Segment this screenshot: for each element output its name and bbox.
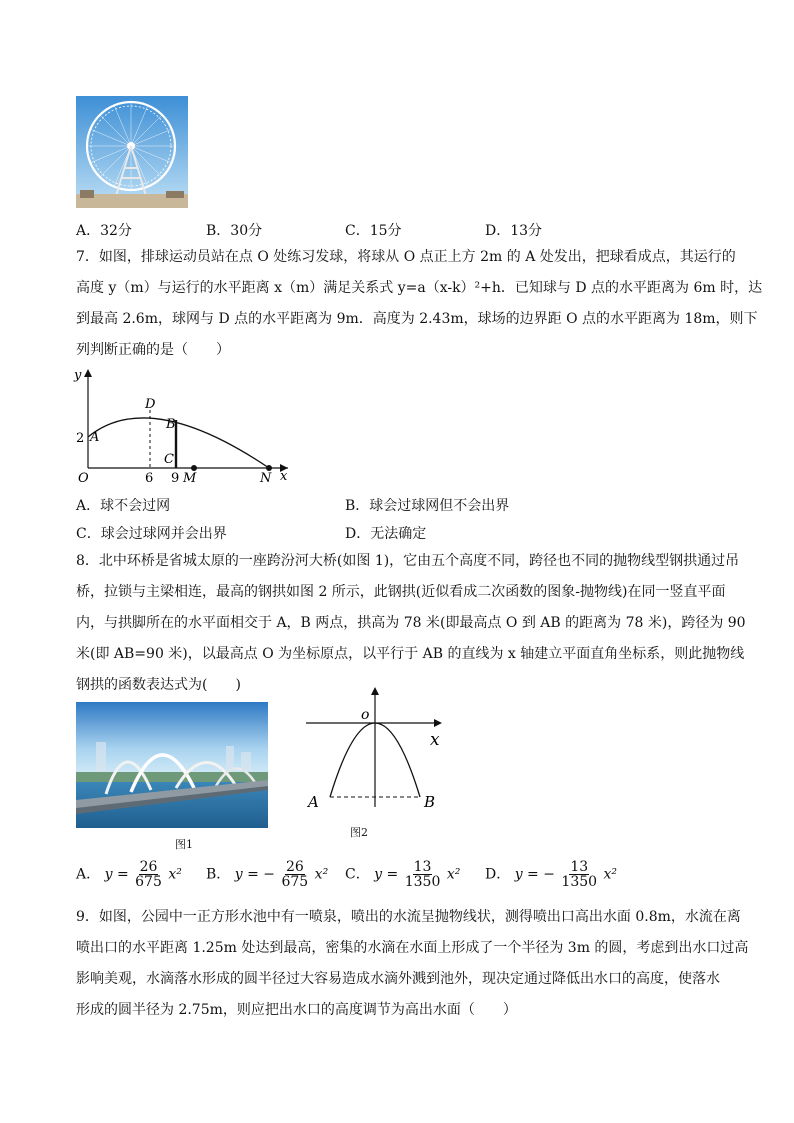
q8-option-b-fraction xyxy=(281,860,308,889)
q8-option-a-prefix: A． xyxy=(76,866,101,883)
q7-fig-a-label: A xyxy=(90,430,100,445)
q7-option-c: C．球会过球网并会出界 xyxy=(76,526,227,542)
q9-line-3: 影响美观，水滴落水形成的圆半径过大容易造成水滴外溅到池外，现决定通过降低出水口的高度，使落水 xyxy=(76,971,720,987)
q8-fig-x-label: x xyxy=(430,730,440,750)
q7-fig-x-label: x xyxy=(280,469,288,484)
q8-option-b-lhs: y = xyxy=(234,866,259,883)
q8-line-4: 米(即 AB=90 米)，以最高点 O 为坐标原点，以平行于 AB 的直线为 x 轴建立平面直角坐标系，则此抛物线 xyxy=(76,646,745,662)
ferris-wheel-image xyxy=(76,96,188,208)
q8-option-b-var: x² xyxy=(314,866,329,883)
q7-fig-b-label: B xyxy=(166,417,176,432)
q8-option-b-sign: − xyxy=(263,866,276,883)
q8-option-a-den: 675 xyxy=(135,874,162,890)
q8-option-c xyxy=(345,860,460,889)
q8-option-d-sign: − xyxy=(543,866,555,883)
q7-fig-tick-2: 2 xyxy=(76,431,85,446)
q7-fig-d-label: D xyxy=(145,397,156,412)
q7-fig-y-label: y xyxy=(74,368,82,383)
q7-fig-n-label: N xyxy=(260,471,272,485)
q8-option-d-lhs: y = xyxy=(514,866,539,883)
q7-option-b: B．球会过球网但不会出界 xyxy=(345,498,510,514)
fig1-caption: 图1 xyxy=(175,838,193,851)
q9-line-4: 形成的圆半径为 2.75m，则应把出水口的高度调节为高出水面（ ） xyxy=(76,1002,517,1018)
q7-fig-m-label: M xyxy=(183,471,197,485)
q6-option-d: D．13分 xyxy=(485,223,543,239)
q8-option-d xyxy=(485,860,617,889)
fig2-caption: 图2 xyxy=(350,826,368,839)
q9-line-1: 9．如图，公园中一正方形水池中有一喷泉，喷出的水流呈抛物线状，测得喷出口高出水面 0.8m，水流在离 xyxy=(76,909,741,925)
q8-option-b xyxy=(206,860,328,889)
q8-option-a-fraction xyxy=(135,860,162,889)
q6-option-c: C．15分 xyxy=(345,223,402,239)
q8-fig-b-label: B xyxy=(424,793,436,811)
q8-option-a-var: x² xyxy=(168,866,182,883)
q8-option-b-num: 26 xyxy=(285,859,304,875)
q8-option-d-num: 13 xyxy=(570,859,589,875)
q7-line-1: 7．如图，排球运动员站在点 O 处练习发球，将球从 O 点正上方 2m 的 A 处发出，把球看成点，其运行的 xyxy=(76,249,736,265)
q7-fig-origin-label: O xyxy=(78,471,89,485)
q8-option-c-fraction xyxy=(405,860,441,889)
q8-option-d-prefix: D． xyxy=(485,866,511,883)
q7-fig-tick-6: 6 xyxy=(145,471,154,485)
q7-line-4: 列判断正确的是（ ） xyxy=(76,342,230,358)
q7-volleyball-figure xyxy=(70,365,295,485)
q7-option-a: A．球不会过网 xyxy=(76,498,171,514)
q8-line-1: 8．北中环桥是省城太原的一座跨汾河大桥(如图 1)，它由五个高度不同，跨径也不同的抛物线型钢拱通过吊 xyxy=(76,553,740,569)
q8-option-d-var: x² xyxy=(603,866,618,883)
q7-line-3: 到最高 2.6m，球网与 D 点的水平距离为 9m．高度为 2.43m，球场的边界距 O 点的水平距离为 18m，则下 xyxy=(76,311,758,327)
q9-line-2: 喷出口的水平距离 1.25m 处达到最高，密集的水滴在水面上形成了一个半径为 3m 的圆，考虑到出水口过高 xyxy=(76,940,749,956)
q8-option-c-lhs: y = xyxy=(374,866,399,883)
q8-option-a-lhs: y = xyxy=(104,866,129,883)
q8-option-d-fraction xyxy=(561,860,597,889)
q7-fig-tick-9: 9 xyxy=(171,471,180,485)
q8-option-d-den: 1350 xyxy=(561,874,598,890)
q8-option-b-den: 675 xyxy=(281,874,309,890)
q8-parabola-figure xyxy=(300,683,450,813)
q6-option-a: A．32分 xyxy=(76,223,132,239)
q9-stem xyxy=(76,902,749,1026)
q7-option-d: D．无法确定 xyxy=(345,526,427,542)
q7-line-2: 高度 y（m）与运行的水平距离 x（m）满足关系式 y=a（x-k）²+h．已知球与 D 点的水平距离为 6m 时，达 xyxy=(76,280,763,296)
q8-option-a-num: 26 xyxy=(139,859,158,875)
q8-fig-origin-label: o xyxy=(361,707,370,723)
q8-line-3: 内，与拱脚所在的水平面相交于 A，B 两点，拱高为 78 米(即最高点 O 到 AB 的距离为 78 米)，跨径为 90 xyxy=(76,615,746,631)
q8-option-a xyxy=(76,860,182,889)
bridge-photo xyxy=(76,702,268,828)
q8-option-c-den: 1350 xyxy=(404,874,441,890)
q8-stem xyxy=(76,546,746,701)
q7-stem xyxy=(76,242,763,366)
q8-line-5: 钢拱的函数表达式为( ) xyxy=(76,677,241,693)
q8-option-c-prefix: C． xyxy=(345,866,370,883)
q8-option-c-num: 13 xyxy=(413,859,432,875)
q8-option-b-prefix: B． xyxy=(206,866,231,883)
q8-line-2: 桥，拉锁与主梁相连，最高的钢拱如图 2 所示，此钢拱(近似看成二次函数的图象-抛物线)在同一竖直平面 xyxy=(76,584,726,600)
q6-option-b: B．30分 xyxy=(206,223,263,239)
q7-fig-c-label: C xyxy=(164,452,174,467)
q8-option-c-var: x² xyxy=(446,866,461,883)
q8-fig-a-label: A xyxy=(308,793,319,811)
